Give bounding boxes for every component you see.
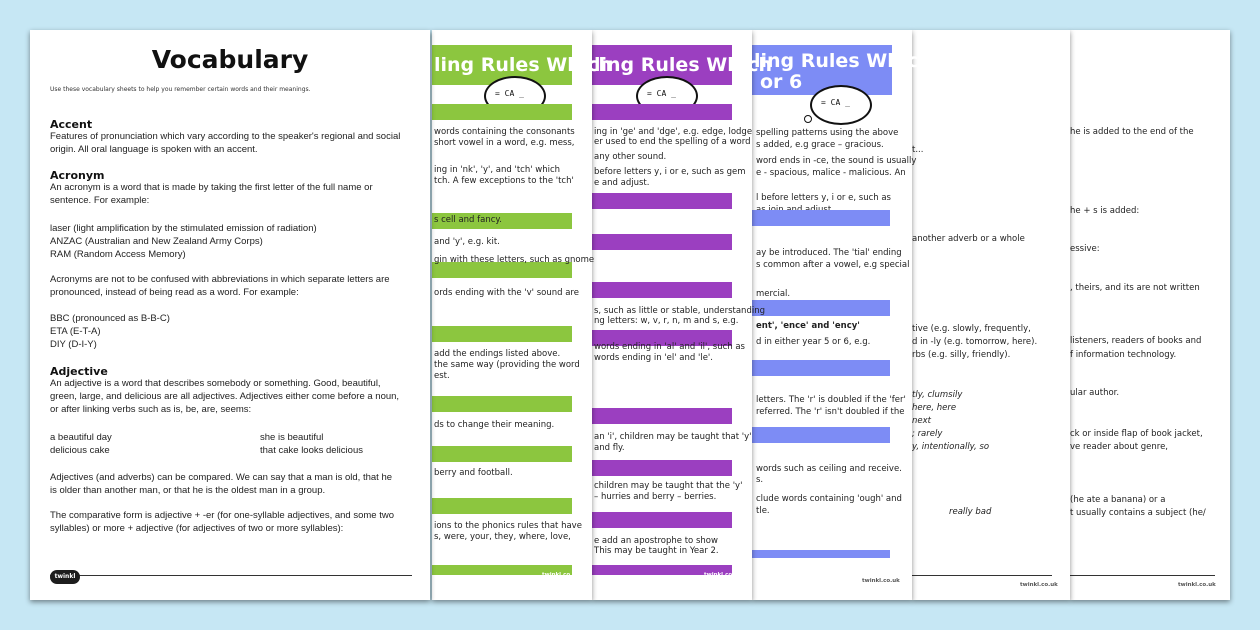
text-line: ay be introduced. The 'tial' ending [756, 248, 902, 258]
footer-rule [1070, 575, 1215, 576]
definition-line: Adjectives (and adverbs) can be compared. We can say that a man is old, that he [50, 472, 393, 483]
text-line: an 'i', children may be taught that 'y' [594, 432, 752, 442]
footer-url: twinkl.co.uk [542, 572, 580, 578]
text-line: word ends in -ce, the sound is usually [756, 156, 917, 166]
definition-line: Acronyms are not to be confused with abbreviations in which separate letters are [50, 274, 390, 285]
text-line: ular author. [1070, 388, 1120, 398]
text-line: s, such as little or stable, understanding [594, 306, 765, 316]
text-line: spelling patterns using the above [756, 128, 899, 138]
text-line: any other sound. [594, 152, 667, 162]
text-line: ; rarely [912, 429, 943, 439]
cloud-label: = CA _ [821, 98, 850, 107]
section-bar [752, 300, 890, 316]
text-line: rbs (e.g. silly, friendly). [912, 350, 1011, 360]
term-heading: Adjective [50, 365, 108, 378]
text-line: l before letters y, i or e, such as [756, 193, 891, 203]
page-subtitle: Use these vocabulary sheets to help you remember certain words and their meanings. [50, 86, 311, 93]
definition-line: or after linking verbs such as is, be, are, seems: [50, 404, 252, 415]
text-line: ions to the phonics rules that have [434, 521, 582, 531]
text-line: tly, clumsily [912, 390, 963, 400]
text-line: er used to end the spelling of a word [594, 137, 751, 147]
text-line: s, were, your, they, where, love, [434, 532, 571, 542]
thought-cloud-icon [810, 85, 872, 125]
section-bar [432, 104, 572, 120]
section-bar [592, 234, 732, 250]
text-line: s common after a vowel, e.g special [756, 260, 910, 270]
text-line: e and adjust. [594, 178, 650, 188]
definition-line: origin. All oral language is spoken with an accent. [50, 144, 258, 155]
example-line: ETA (E-T-A) [50, 326, 101, 337]
definition-line: Features of pronunciation which vary according to the speaker's regional and social [50, 131, 401, 142]
section-bar [592, 282, 732, 298]
text-line: est. [434, 371, 450, 381]
banner-title: ling Rules Which [754, 50, 933, 72]
text-line: here, here [912, 403, 957, 413]
text-line: tle. [756, 506, 770, 516]
example-line: laser (light amplification by the stimulated emission of radiation) [50, 223, 317, 234]
section-bar [752, 210, 890, 226]
text-line: words ending in 'al' and 'il', such as [594, 342, 745, 352]
section-bar [592, 512, 732, 528]
footer-rule [912, 575, 1052, 576]
text-line: berry and football. [434, 468, 513, 478]
section-bar [432, 396, 572, 412]
text-line: he + s is added: [1070, 206, 1140, 216]
section-bar [752, 360, 890, 376]
section-bar [592, 104, 732, 120]
cloud-label: = CA _ [647, 89, 676, 98]
title-banner [752, 45, 933, 95]
text-line: ing in 'nk', 'y', and 'tch' which [434, 165, 561, 175]
text-line: mercial. [756, 289, 791, 299]
text-line: s added, e.g grace – gracious. [756, 140, 884, 150]
example-line: DIY (D-I-Y) [50, 339, 97, 350]
text-line: tch. A few exceptions to the 'tch' [434, 176, 574, 186]
text-line: ent', 'ence' and 'ency' [756, 321, 860, 331]
text-line: s cell and fancy. [434, 215, 502, 225]
section-bar [432, 498, 572, 514]
text-line: letters. The 'r' is doubled if the 'fer' [756, 395, 906, 405]
section-bar [592, 408, 732, 424]
text-line: y, intentionally, so [912, 442, 990, 452]
page-sheet-purple [592, 30, 773, 600]
text-line: t usually contains a subject (he/ [1070, 508, 1206, 518]
term-heading: Acronym [50, 169, 105, 182]
page-sheet-6 [1070, 30, 1230, 600]
text-line: essive: [1070, 244, 1100, 254]
text-line: e add an apostrophe to show [594, 536, 718, 546]
definition-line: An acronym is a word that is made by taking the first letter of the full name or [50, 182, 373, 193]
text-line: ds to change their meaning. [434, 420, 555, 430]
footer-url: twinkl.co.uk [704, 572, 742, 578]
text-line: and fly. [594, 443, 625, 453]
definition-line: The comparative form is adjective + -er (for one-syllable adjectives, and some two [50, 510, 394, 521]
text-line: really bad [949, 507, 992, 517]
text-line: next [912, 416, 931, 426]
text-line: t... [912, 145, 924, 155]
text-line: another adverb or a whole [912, 234, 1025, 244]
text-line: he is added to the end of the [1070, 127, 1194, 137]
page-sheet-5 [912, 30, 1070, 600]
text-line: words ending in 'el' and 'le'. [594, 353, 713, 363]
text-line: children may be taught that the 'y' [594, 481, 743, 491]
text-line: – hurries and berry – berries. [594, 492, 717, 502]
text-line: listeners, readers of books and [1070, 336, 1202, 346]
text-line: d in -ly (e.g. tomorrow, here). [912, 337, 1038, 347]
section-bar [592, 193, 732, 209]
example-line: a beautiful day [50, 432, 112, 443]
section-bar [752, 427, 890, 443]
text-line: This may be taught in Year 2. [594, 546, 719, 556]
text-line: before letters y, i or e, such as gem [594, 167, 746, 177]
definition-line: syllables) or more + adjective (for adjectives of two or more syllables): [50, 523, 344, 534]
example-line: BBC (pronounced as B-B-C) [50, 313, 170, 324]
cloud-label: = CA _ [495, 89, 524, 98]
text-line: ck or inside flap of book jacket, [1070, 429, 1203, 439]
section-bar [432, 446, 572, 462]
text-line: f information technology. [1070, 350, 1177, 360]
text-line: referred. The 'r' isn't doubled if the [756, 407, 905, 417]
banner-title-line2: or 6 [760, 71, 803, 93]
example-line: that cake looks delicious [260, 445, 363, 456]
footer-rule [50, 575, 412, 576]
text-line: s. [756, 475, 764, 485]
banner-title: ling Rules Which [594, 54, 773, 76]
example-line: RAM (Random Access Memory) [50, 249, 186, 260]
text-line: ing in 'ge' and 'dge', e.g. edge, lodge [594, 127, 753, 137]
banner-title: ling Rules Which [434, 54, 613, 76]
example-line: delicious cake [50, 445, 110, 456]
text-line: e - spacious, malice - malicious. An [756, 168, 906, 178]
text-line: clude words containing 'ough' and [756, 494, 902, 504]
footer-url: twinkl.co.uk [1020, 582, 1058, 588]
text-line: gin with these letters, such as gnome [434, 255, 595, 265]
definition-line: pronounced, instead of being read as a word. For example: [50, 287, 299, 298]
text-line: short vowel in a word, e.g. mess, [434, 138, 575, 148]
text-line: words such as ceiling and receive. [756, 464, 902, 474]
text-line: ng letters: w, v, r, n, m and s, e.g. [594, 316, 739, 326]
definition-line: is older than another man, or that he is the oldest man in a group. [50, 485, 326, 496]
text-line: add the endings listed above. [434, 349, 561, 359]
page-title: Vocabulary [151, 45, 309, 74]
term-heading: Accent [50, 118, 93, 131]
section-bar [752, 550, 890, 558]
text-line: the same way (providing the word [434, 360, 580, 370]
vocabulary-page [30, 30, 430, 600]
definition-line: green, large, and delicious are all adjectives. Adjectives either come before a noun, [50, 391, 400, 402]
definition-line: sentence. For example: [50, 195, 150, 206]
text-line: , theirs, and its are not written [1070, 283, 1200, 293]
example-line: ANZAC (Australian and New Zealand Army Corps) [50, 236, 263, 247]
text-line: ve reader about genre, [1070, 442, 1169, 452]
footer-url: twinkl.co.uk [862, 578, 900, 584]
text-line: ords ending with the 'v' sound are [434, 288, 579, 298]
section-bar [592, 460, 732, 476]
text-line: and 'y', e.g. kit. [434, 237, 500, 247]
twinkl-logo: twinkl [50, 570, 80, 584]
definition-line: An adjective is a word that describes somebody or something. Good, beautiful, [50, 378, 381, 389]
text-line: (he ate a banana) or a [1070, 495, 1166, 505]
text-line: d in either year 5 or 6, e.g. [756, 337, 871, 347]
text-line: words containing the consonants [434, 127, 575, 137]
section-bar [432, 326, 572, 342]
example-line: she is beautiful [260, 432, 324, 443]
text-line: tive (e.g. slowly, frequently, [912, 324, 1031, 334]
footer-url: twinkl.co.uk [1178, 582, 1216, 588]
